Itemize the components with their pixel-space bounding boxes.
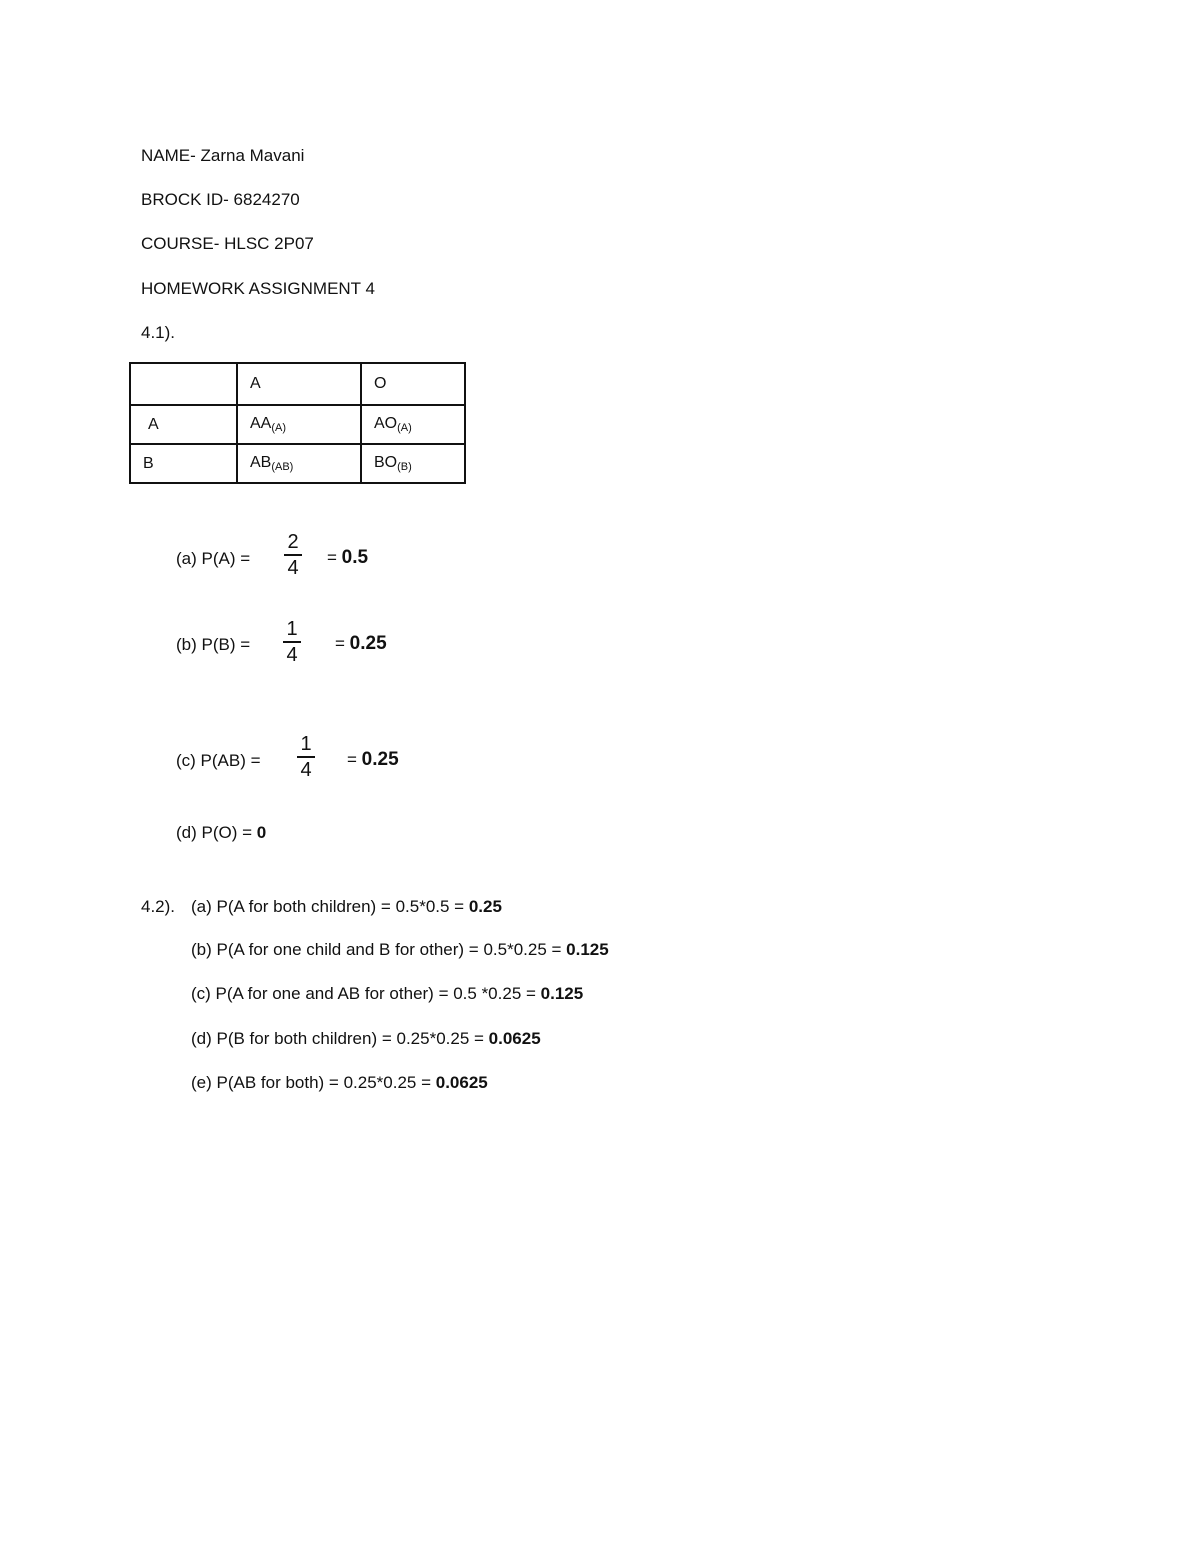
- equals-sign: =: [347, 750, 357, 769]
- table-row: [130, 405, 465, 444]
- part-a-result: [327, 547, 368, 569]
- fraction-numerator: 1: [300, 733, 312, 755]
- q42-part-d: [191, 1029, 541, 1049]
- genotype: AB: [250, 454, 272, 471]
- fraction-denominator: 4: [300, 759, 312, 781]
- fraction-numerator: 2: [287, 531, 299, 553]
- q42-part-text: (a) P(A for both children) = 0.5*0.5 =: [191, 897, 469, 916]
- fraction-numerator: 1: [286, 618, 298, 640]
- table-cell: [361, 444, 465, 483]
- q42-part-text: (d) P(B for both children) = 0.25*0.25 =: [191, 1029, 489, 1048]
- part-d-prefix: (d) P(O) =: [176, 823, 253, 842]
- table-cell: [237, 444, 361, 483]
- result-value: 0.125: [566, 940, 609, 959]
- q42-part-text: (c) P(A for one and AB for other) = 0.5 *0.25 =: [191, 984, 541, 1003]
- question-4-1-label: 4.1).: [141, 323, 176, 342]
- table-corner-cell: [130, 363, 237, 405]
- result-value: 0.25: [349, 633, 387, 654]
- q42-part-text: (e) P(AB for both) = 0.25*0.25 =: [191, 1073, 436, 1092]
- equals-sign: =: [335, 634, 345, 653]
- equals-sign: =: [327, 548, 337, 567]
- table-row: [130, 444, 465, 483]
- result-value: 0.5: [341, 547, 369, 568]
- result-value: 0.25: [468, 897, 502, 916]
- part-b-result: [335, 633, 387, 655]
- assignment-title: HOMEWORK ASSIGNMENT 4: [141, 279, 375, 298]
- result-value: 0: [256, 823, 267, 842]
- part-a-prefix: (a) P(A) =: [176, 549, 251, 568]
- table-cell: [237, 405, 361, 444]
- question-4-2-label: 4.2).: [141, 897, 176, 916]
- table-col-header: A: [237, 363, 361, 405]
- genotype: BO: [374, 454, 398, 471]
- fraction-denominator: 4: [287, 557, 299, 579]
- part-b-fraction: [283, 619, 301, 665]
- part-c-prefix: (c) P(AB) =: [176, 751, 261, 770]
- genotype: AO: [374, 415, 398, 432]
- result-value: 0.0625: [435, 1073, 488, 1092]
- table-row-header: B: [130, 444, 237, 483]
- q42-part-e: [191, 1073, 488, 1093]
- part-c-result: [347, 749, 399, 771]
- result-value: 0.25: [361, 749, 399, 770]
- table-col-header: O: [361, 363, 465, 405]
- q42-part-a: [191, 897, 502, 917]
- q42-part-b: [191, 940, 609, 960]
- part-c-fraction: [297, 734, 315, 780]
- part-a-fraction: [284, 532, 302, 578]
- table-cell: [361, 405, 465, 444]
- part-b-prefix: (b) P(B) =: [176, 635, 251, 654]
- brock-id: BROCK ID- 6824270: [141, 190, 300, 209]
- blood-type: (A): [397, 422, 412, 434]
- student-name: NAME- Zarna Mavani: [141, 146, 305, 165]
- punnett-square-table: [129, 362, 466, 484]
- table-row-header: A: [130, 405, 237, 444]
- q42-part-c: [191, 984, 583, 1004]
- blood-type: (AB): [271, 461, 294, 473]
- q42-part-text: (b) P(A for one child and B for other) = 0.5*0.25 =: [191, 940, 567, 959]
- blood-type: (B): [397, 461, 412, 473]
- result-value: 0.0625: [488, 1029, 541, 1048]
- fraction-denominator: 4: [286, 644, 298, 666]
- blood-type: (A): [271, 422, 287, 434]
- result-value: 0.125: [540, 984, 584, 1003]
- part-d: [176, 823, 266, 843]
- course-code: COURSE- HLSC 2P07: [141, 234, 314, 253]
- table-header-row: [130, 363, 465, 405]
- genotype: AA: [250, 415, 272, 432]
